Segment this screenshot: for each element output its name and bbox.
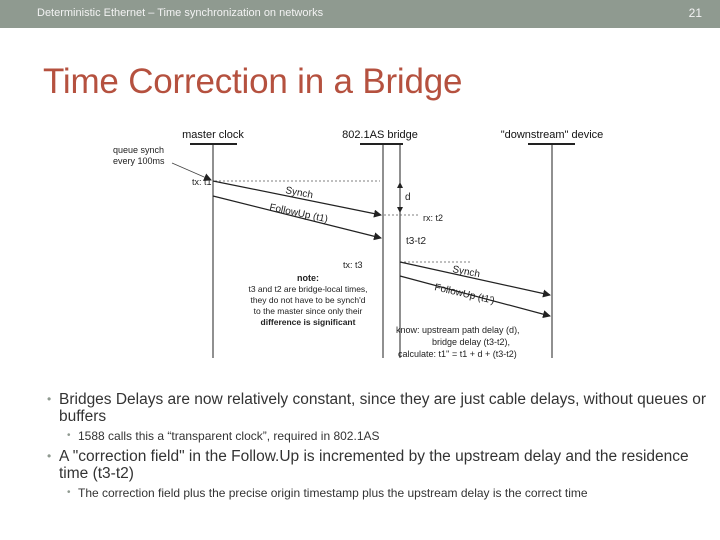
every-100ms-label: every 100ms	[113, 156, 165, 166]
note-line-3: to the master since only their	[253, 306, 363, 316]
sub-bullet-dot: •	[67, 487, 71, 498]
col-bridge-label: 802.1AS bridge	[342, 129, 418, 141]
bullet-1-sub-text: 1588 calls this a “transparent clock”, required in 802.1AS	[78, 429, 380, 443]
know-line-1: know: upstream path delay (d),	[396, 325, 520, 335]
bullet-1-sub	[47, 429, 707, 443]
queue-synch-label: queue synch	[113, 145, 165, 155]
bullet-1	[47, 391, 707, 425]
bullet-1-text: Bridges Delays are now relatively constant, since they are just cable delays, without queues or buffers	[59, 391, 707, 425]
page-number: 21	[688, 6, 702, 20]
synch-label-2: Synch	[451, 264, 481, 281]
bullet-2-sub	[47, 486, 707, 500]
tx-t1-label: tx: t1	[192, 177, 212, 187]
d-label: d	[405, 192, 411, 203]
col-downstream-label: "downstream" device	[500, 129, 604, 141]
bullet-list	[47, 391, 707, 505]
col-master-label: master clock	[182, 129, 244, 141]
tx-t3-label: tx: t3	[343, 260, 363, 270]
know-line-2: bridge delay (t3-t2),	[432, 337, 511, 347]
header-bar	[0, 0, 720, 28]
slide-title: Time Correction in a Bridge	[43, 62, 463, 101]
followup-label-2: FollowUp (t1')	[433, 282, 496, 307]
know-line-3: calculate: t1'' = t1 + d + (t3-t2)	[398, 349, 517, 359]
synch-label-1: Synch	[284, 185, 314, 202]
note-line-4: difference is significant	[260, 317, 356, 327]
note-title: note:	[297, 273, 319, 283]
rx-t2-label: rx: t2	[423, 213, 444, 223]
followup-label-1: FollowUp (t1)	[268, 202, 329, 226]
bullet-dot: •	[47, 449, 52, 463]
bullet-2-sub-text: The correction field plus the precise origin timestamp plus the upstream delay is the correct time	[78, 486, 588, 500]
bullet-2-text: A "correction field" in the Follow.Up is incremented by the upstream delay and the residence time (t3-t2)	[59, 448, 689, 482]
t3-t2-label: t3-t2	[406, 236, 427, 247]
header-text: Deterministic Ethernet – Time synchronization on networks	[37, 7, 324, 19]
note-line-2: they do not have to be synch'd	[250, 295, 366, 305]
note-line-1: t3 and t2 are bridge-local times,	[248, 284, 368, 294]
bullet-2	[47, 448, 707, 482]
bullet-dot: •	[47, 392, 52, 406]
d-arrow-down	[397, 207, 403, 213]
d-arrow-up	[397, 182, 403, 188]
time-correction-diagram	[0, 120, 720, 365]
sub-bullet-dot: •	[67, 430, 71, 441]
